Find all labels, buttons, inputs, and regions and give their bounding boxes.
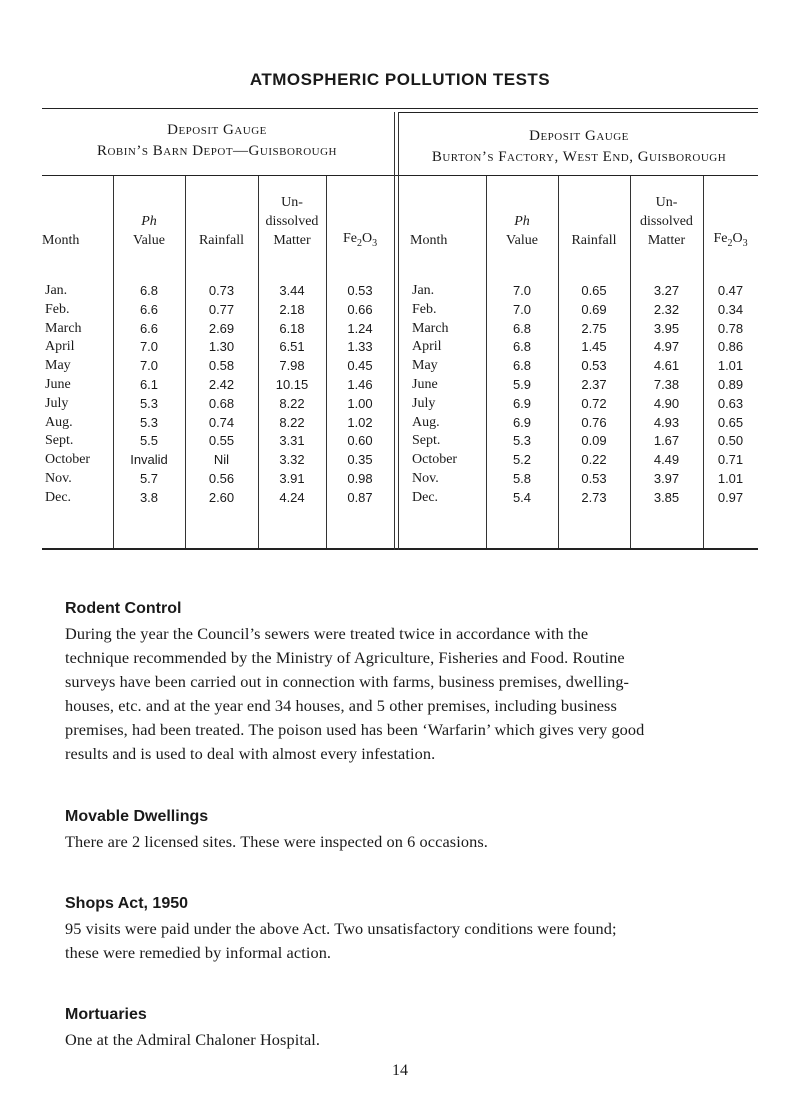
- cell-undissolved-matter: 3.31: [279, 433, 305, 449]
- cell-fe2o3: 0.97: [717, 489, 744, 505]
- cell-ph-value: 5.9: [512, 377, 532, 392]
- column-header-text: Value: [133, 233, 165, 248]
- gauge-heading-location: Robin’s Barn Depot—Guisborough: [96, 143, 338, 159]
- cell-month: July: [45, 395, 69, 411]
- cell-ph-value: 5.2: [512, 452, 532, 468]
- cell-fe2o3: 1.02: [347, 414, 373, 430]
- cell-rainfall: 0.74: [208, 414, 235, 430]
- text-line: One at the Admiral Chaloner Hospital.: [65, 1030, 321, 1049]
- cell-ph-value: 7.0: [512, 283, 532, 298]
- table-top-rule: [42, 108, 758, 109]
- table-bottom-rule: [42, 548, 758, 550]
- cell-rainfall: 0.58: [208, 358, 235, 374]
- cell-undissolved-matter: 3.85: [653, 489, 680, 505]
- cell-rainfall: 0.55: [208, 433, 235, 449]
- cell-ph-value: 3.8: [139, 489, 159, 505]
- page-number: 14: [392, 1062, 408, 1079]
- cell-ph-value: Invalid: [130, 452, 168, 468]
- cell-ph-value: 6.1: [139, 377, 159, 392]
- text-line: There are 2 licensed sites. These were inspected on 6 occasions.: [65, 832, 488, 851]
- cell-month: Dec.: [45, 489, 72, 505]
- gauge-heading-left: [42, 120, 392, 162]
- center-divider: [394, 112, 395, 550]
- gauge-heading-title: Deposit Gauge: [167, 122, 267, 138]
- cell-month: March: [45, 320, 82, 336]
- gauge-heading-right: [400, 126, 758, 168]
- cell-fe2o3: 0.78: [717, 320, 744, 336]
- column-header-text: Matter: [273, 233, 311, 248]
- cell-ph-value: 6.8: [512, 320, 532, 336]
- header-rule: [42, 175, 758, 176]
- column-header-text: Month: [42, 233, 80, 248]
- cell-fe2o3: 0.65: [717, 414, 744, 430]
- cell-fe2o3: 1.33: [347, 339, 373, 355]
- cell-month: March: [412, 320, 449, 336]
- section-body-mortuaries: [65, 1028, 755, 1052]
- cell-month: Dec.: [412, 489, 439, 505]
- text-line: surveys have been carried out in connection with farms, business premises, dwelling-: [65, 672, 630, 691]
- column-header-ph-value: [486, 190, 558, 250]
- section-heading-movable-dwellings: Movable Dwellings: [65, 808, 209, 825]
- cell-ph-value: 6.8: [512, 358, 532, 374]
- gauge-heading-title: Deposit Gauge: [529, 128, 629, 144]
- cell-undissolved-matter: 4.90: [653, 395, 680, 411]
- cell-rainfall: 0.53: [581, 471, 607, 486]
- cell-undissolved-matter: 4.49: [653, 452, 680, 468]
- cell-undissolved-matter: 7.98: [279, 358, 305, 374]
- cell-rainfall: Nil: [213, 452, 230, 468]
- column-header-text: Matter: [647, 233, 686, 248]
- cell-undissolved-matter: 3.44: [279, 283, 305, 298]
- cell-month: May: [45, 358, 71, 374]
- column-header-text: Ph: [514, 214, 530, 229]
- cell-undissolved-matter: 4.61: [653, 358, 680, 374]
- column-header-month: [42, 190, 112, 250]
- page-title: ATMOSPHERIC POLLUTION TESTS: [249, 70, 551, 89]
- column-header-fe2o3: [326, 190, 394, 253]
- cell-month: April: [412, 339, 442, 355]
- text-line: results and is used to deal with almost every infestation.: [65, 744, 436, 763]
- cell-rainfall: 0.56: [208, 471, 235, 486]
- cell-rainfall: 2.69: [208, 320, 235, 336]
- cell-undissolved-matter: 6.18: [279, 320, 305, 336]
- text-line: these were remedied by informal action.: [65, 943, 332, 962]
- section-heading-mortuaries: Mortuaries: [65, 1006, 147, 1023]
- cell-rainfall: 2.73: [581, 489, 607, 505]
- section-body-rodent-control: [65, 622, 755, 766]
- cell-undissolved-matter: 4.24: [279, 489, 305, 505]
- column-header-text: Rainfall: [198, 233, 245, 248]
- text-line: premises, had been treated. The poison used has been ‘Warfarin’ which gives very good: [65, 720, 645, 739]
- cell-rainfall: 0.77: [208, 301, 235, 317]
- cell-ph-value: 6.8: [512, 339, 532, 355]
- cell-undissolved-matter: 3.95: [653, 320, 680, 336]
- cell-fe2o3: 0.50: [717, 433, 744, 449]
- cell-month: October: [45, 452, 91, 468]
- section-body-shops-act: [65, 917, 755, 965]
- column-header-text: Ph: [141, 214, 157, 229]
- cell-ph-value: 5.5: [139, 433, 159, 449]
- cell-month: Sept.: [412, 433, 441, 449]
- cell-month: July: [412, 395, 436, 411]
- table-top-rule-right: [398, 112, 758, 113]
- cell-rainfall: 1.45: [581, 339, 607, 355]
- column-header-month: [410, 190, 486, 250]
- cell-month: June: [412, 377, 438, 392]
- column-header-rainfall: [185, 190, 258, 250]
- column-header-text: dissolved: [265, 214, 319, 229]
- cell-month: October: [412, 452, 458, 468]
- cell-fe2o3: 0.86: [717, 339, 744, 355]
- cell-fe2o3: 0.53: [347, 283, 373, 298]
- cell-ph-value: 5.4: [512, 489, 532, 505]
- cell-undissolved-matter: 2.18: [279, 301, 305, 317]
- column-header-text: Rainfall: [571, 233, 617, 248]
- cell-month: Feb.: [45, 301, 70, 317]
- cell-ph-value: 6.9: [512, 395, 532, 411]
- cell-rainfall: 2.75: [581, 320, 607, 336]
- cell-ph-value: 5.3: [139, 395, 159, 411]
- section-heading-rodent-control: Rodent Control: [65, 600, 182, 617]
- cell-ph-value: 5.3: [512, 433, 532, 449]
- column-header-rainfall: [558, 190, 630, 250]
- cell-fe2o3: 0.47: [717, 283, 744, 298]
- cell-ph-value: 7.0: [139, 358, 159, 374]
- cell-month: Sept.: [45, 433, 74, 449]
- column-header-fe2o3: [703, 190, 758, 253]
- cell-fe2o3: 0.63: [717, 395, 744, 411]
- cell-undissolved-matter: 2.32: [653, 301, 680, 317]
- cell-month: Nov.: [45, 471, 72, 486]
- section-body-movable-dwellings: [65, 830, 755, 854]
- cell-undissolved-matter: 6.51: [279, 339, 305, 355]
- cell-undissolved-matter: 10.15: [275, 377, 309, 392]
- column-header-text: Un-: [281, 195, 303, 210]
- cell-ph-value: 6.8: [139, 283, 159, 298]
- cell-ph-value: 7.0: [139, 339, 159, 355]
- cell-rainfall: 0.73: [208, 283, 235, 298]
- cell-undissolved-matter: 1.67: [653, 433, 680, 449]
- cell-fe2o3: 0.35: [347, 452, 373, 468]
- section-heading-shops-act: Shops Act, 1950: [65, 895, 189, 912]
- column-header-text: $Fe_2O_3$: [342, 231, 378, 249]
- text-line: During the year the Council’s sewers were treated twice in accordance with the: [65, 624, 589, 643]
- cell-fe2o3: 0.87: [347, 489, 373, 505]
- text-line: technique recommended by the Ministry of Agriculture, Fisheries and Food. Routine: [65, 648, 625, 667]
- cell-fe2o3: 0.34: [717, 301, 744, 317]
- cell-ph-value: 5.3: [139, 414, 159, 430]
- cell-fe2o3: 1.24: [347, 320, 373, 336]
- cell-rainfall: 0.76: [581, 414, 607, 430]
- column-header-ph-value: [113, 190, 185, 250]
- text-line: 95 visits were paid under the above Act. Two unsatisfactory conditions were found;: [65, 919, 617, 938]
- cell-month: June: [45, 377, 71, 392]
- cell-ph-value: 6.9: [512, 414, 532, 430]
- cell-fe2o3: 1.01: [717, 471, 744, 486]
- gauge-heading-location: Burton’s Factory, West End, Guisborough: [431, 149, 727, 165]
- cell-ph-value: 6.6: [139, 320, 159, 336]
- cell-month: Jan.: [412, 283, 435, 298]
- cell-undissolved-matter: 8.22: [279, 395, 305, 411]
- cell-month: Aug.: [45, 414, 73, 430]
- cell-rainfall: 0.09: [581, 433, 607, 449]
- column-header-text: Value: [506, 233, 538, 248]
- cell-month: Nov.: [412, 471, 439, 486]
- column-header-undissolved-matter: [258, 190, 326, 250]
- cell-month: Jan.: [45, 283, 68, 298]
- cell-undissolved-matter: 4.93: [653, 414, 680, 430]
- column-header-undissolved-matter: [630, 190, 703, 250]
- cell-rainfall: 0.22: [581, 452, 607, 468]
- cell-fe2o3: 0.60: [347, 433, 373, 449]
- cell-fe2o3: 1.46: [347, 377, 373, 392]
- cell-fe2o3: 0.89: [717, 377, 744, 392]
- cell-rainfall: 0.68: [208, 395, 235, 411]
- cell-fe2o3: 0.98: [347, 471, 373, 486]
- cell-rainfall: 2.42: [208, 377, 235, 392]
- column-header-text: Un-: [655, 195, 678, 210]
- column-header-text: dissolved: [640, 214, 693, 229]
- cell-rainfall: 0.53: [581, 358, 607, 374]
- cell-undissolved-matter: 3.32: [279, 452, 305, 468]
- cell-rainfall: 0.65: [581, 283, 607, 298]
- cell-fe2o3: 0.45: [347, 358, 373, 374]
- cell-undissolved-matter: 7.38: [653, 377, 680, 392]
- cell-ph-value: 7.0: [512, 301, 532, 317]
- cell-fe2o3: 1.00: [347, 395, 373, 411]
- column-header-text: $Fe_2O_3$: [713, 231, 748, 249]
- cell-month: Feb.: [412, 301, 437, 317]
- cell-fe2o3: 1.01: [717, 358, 744, 374]
- cell-rainfall: 2.37: [581, 377, 607, 392]
- cell-undissolved-matter: 8.22: [279, 414, 305, 430]
- column-header-text: Month: [410, 233, 448, 248]
- cell-fe2o3: 0.71: [717, 452, 744, 468]
- center-divider: [398, 112, 399, 550]
- cell-undissolved-matter: 3.97: [653, 471, 680, 486]
- cell-rainfall: 0.72: [581, 395, 607, 411]
- cell-month: April: [45, 339, 75, 355]
- cell-month: Aug.: [412, 414, 440, 430]
- text-line: houses, etc. and at the year end 34 houses, and 5 other premises, including business: [65, 696, 617, 715]
- cell-undissolved-matter: 3.91: [279, 471, 305, 486]
- cell-undissolved-matter: 4.97: [653, 339, 680, 355]
- cell-month: May: [412, 358, 438, 374]
- cell-rainfall: 1.30: [208, 339, 235, 355]
- cell-ph-value: 6.6: [139, 301, 159, 317]
- cell-undissolved-matter: 3.27: [653, 283, 680, 298]
- cell-fe2o3: 0.66: [347, 301, 373, 317]
- cell-rainfall: 0.69: [581, 301, 607, 317]
- cell-ph-value: 5.8: [512, 471, 532, 486]
- cell-rainfall: 2.60: [208, 489, 235, 505]
- cell-ph-value: 5.7: [139, 471, 159, 486]
